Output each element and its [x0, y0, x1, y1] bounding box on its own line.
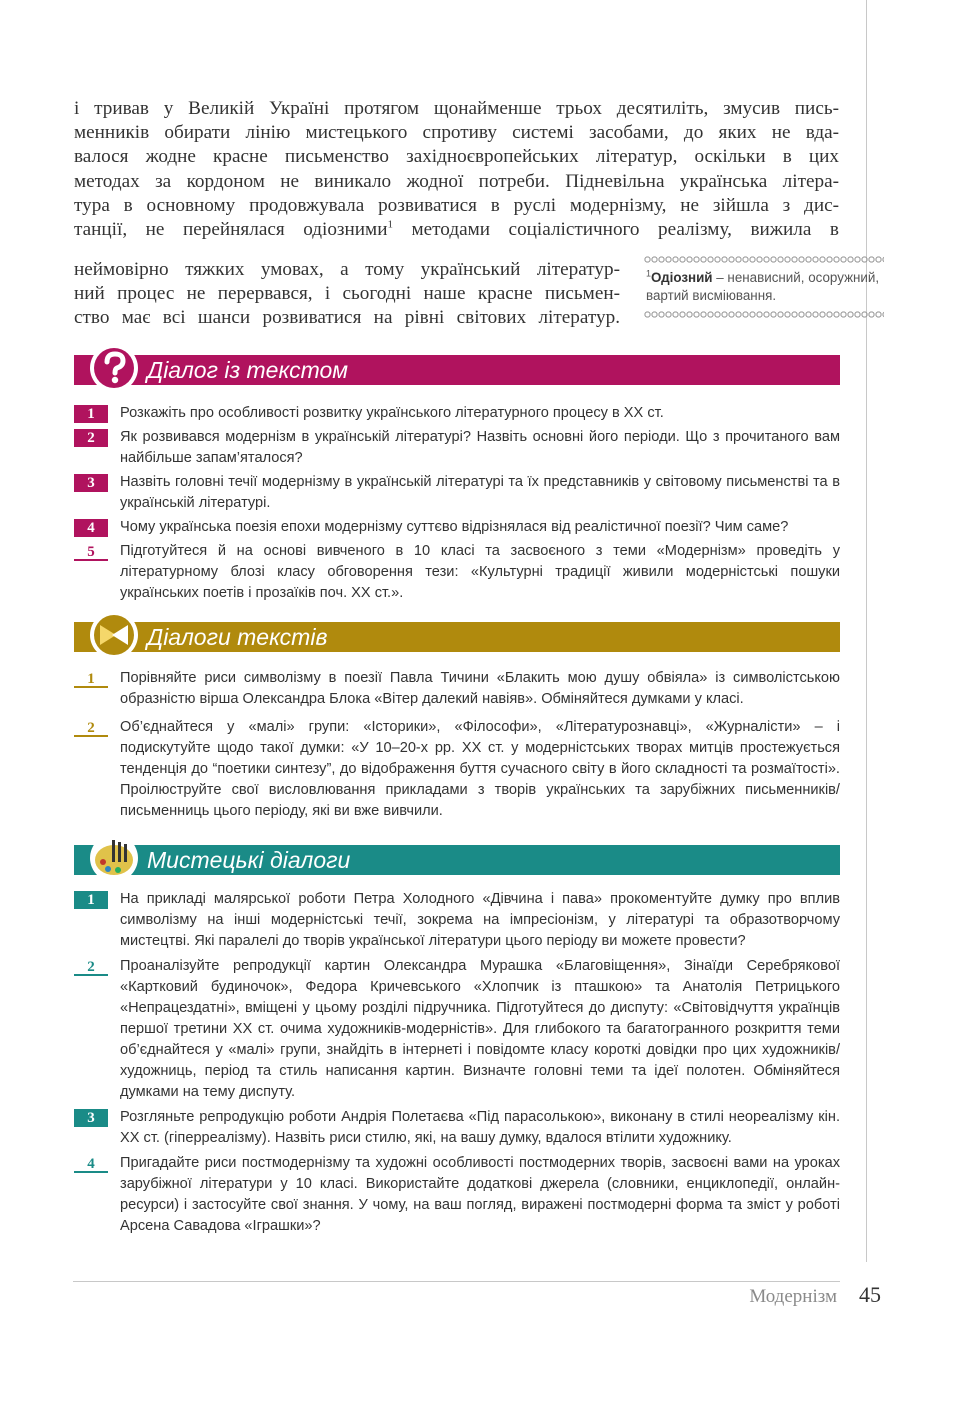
list-item [74, 541, 840, 604]
body-line: неймовірно тяжких умовах, а тому український літератур- [74, 259, 620, 280]
item-number: 3 [74, 474, 108, 492]
footnote-term: Одіозний [651, 270, 713, 285]
body-line [74, 218, 839, 242]
item-text: Чому українська поезія епохи модернізму суттєво відрізнялася від реалістичної поезії? Чим саме? [120, 519, 789, 535]
list-item [74, 427, 840, 469]
body-line: валося жодне красне письменство західноєвропейських літератур, оскільки в цих [74, 146, 839, 168]
footnote-marker[interactable]: 1 [387, 218, 393, 231]
section-title: Діалоги текстів [147, 624, 328, 650]
footnote-text [644, 263, 884, 311]
body-line: ство має всі шанси розвиватися на рівні світових літератур. [74, 307, 620, 329]
section-title: Мистецькі діалоги [147, 847, 351, 873]
footnote-border-top [644, 256, 884, 263]
list-item [74, 1153, 840, 1237]
list-item [74, 956, 840, 1103]
body-paragraph [74, 97, 839, 242]
footnote-definition: – ненависний, осоружний, вартий висміювання. [646, 270, 880, 303]
page-number: 45 [859, 1282, 881, 1307]
item-text: Об’єднайтеся у «малі» групи: «Історики», «Філософи», «Літературознавці», «Журналісти» – і подискутуйте щодо такої думки: «У 10–20-х рр. ХХ ст. у модерністських творах митців простежується тенденція до “поетики синтезу”, до відображення буття сучасного світу в його складності та розмаїтості». Проілюструйте свої висловлювання прикладами з творів українських та зарубіжних письменників/письменниць цього періоду, які ви вже вивчили. [120, 719, 840, 819]
item-number: 2 [74, 429, 108, 447]
footnote-border-bottom [644, 311, 884, 318]
body-line: методах за кордоном не виникало жодної потреби. Підневільна українська літера- [74, 170, 839, 192]
page-footer [749, 1282, 881, 1308]
section-banner [74, 355, 840, 385]
item-number: 4 [74, 519, 108, 537]
margin-rule [866, 0, 867, 1262]
item-text: Як розвивався модернізм в українській літературі? Назвіть основні його періоди. Що з прочитаного вам найбільше запам’яталося? [120, 429, 840, 466]
item-text: Розгляньте репродукцію роботи Андрія Полетаєва «Під парасолькою», виконану в стилі неореалізму кін. ХХ ст. (гіперреалізму). Назвіть риси стилю, які, на вашу думку, вдалося втілити художнику. [120, 1109, 840, 1146]
item-text: Розкажіть про особливості розвитку українського літературного процесу в ХХ ст. [120, 405, 664, 421]
item-text: На прикладі малярської роботи Петра Холодного «Дівчина і пава» прокоментуйте думку про вплив символізму на інші модерністські течії, зокрема на імпресіонізм, у літературі та образотворчому мистецтві. Які паралелі до творів української літератури цього періоду ви можете провести? [120, 891, 840, 949]
list-item [74, 403, 840, 424]
item-number: 3 [74, 1109, 108, 1127]
question-mark-icon [88, 342, 140, 394]
section-dialog-with-text [74, 355, 840, 604]
item-number: 5 [74, 543, 108, 561]
footnote-box [644, 256, 884, 318]
section-text-dialogs [74, 622, 840, 822]
footer-rule [73, 1281, 840, 1282]
section-banner [74, 845, 840, 875]
body-paragraph-narrow [74, 258, 620, 331]
item-number: 2 [74, 958, 108, 976]
item-text: Пригадайте риси постмодернізму та художні особливості постмодерних творів, засвоєні вами на уроках зарубіжної літератури у 10 класі. Використайте додаткові джерела (словники, енциклопедії, онлайн-ресурси) і застосуйте свої знання. У чому, на ваш погляд, виражені постмодерні форма та зміст у роботі Арсена Савадова «Іграшки»? [120, 1155, 840, 1234]
body-line-part: методами соціалістичного реалізму, вижила в [392, 219, 839, 241]
list-item [74, 1107, 840, 1149]
footer-section-title: Модернізм [749, 1286, 837, 1307]
item-number: 1 [74, 891, 108, 909]
body-line-part: танції, не перейнялася одіозними [74, 219, 388, 241]
list-item [74, 472, 840, 514]
body-line: ний процес не перервався, і сьогодні наше красне письмен- [74, 283, 620, 305]
body-line: менників обирати лінію мистецького спротиву системі засобами, до яких не вда- [74, 122, 839, 144]
list-item [74, 889, 840, 952]
list-item [74, 517, 840, 538]
list-item [74, 668, 840, 710]
item-number: 1 [74, 670, 108, 688]
list-item [74, 717, 840, 822]
double-arrow-icon [88, 609, 140, 661]
body-line: і тривав у Великій Україні протягом щонайменше трьох десятиліть, змусив пись- [74, 98, 839, 119]
palette-brushes-icon [88, 832, 140, 884]
footnote-number: 1 [646, 268, 652, 279]
item-number: 1 [74, 405, 108, 423]
section-banner [74, 622, 840, 652]
item-text: Підготуйтеся й на основі вивченого в 10 класі та засвоєного з теми «Модернізм» проведіть у літературному блозі класу обговорення тези: «Культурні традиції живили модерністські пошуки українських поетів і прозаїків поч. ХХ ст.». [120, 543, 840, 601]
section-art-dialogs [74, 845, 840, 1237]
item-text: Назвіть головні течії модернізму в українській літературі та їх представників у світовому письменстві та в українській літературі. [120, 474, 840, 511]
section-title: Діалог із текстом [147, 357, 349, 383]
body-line: тура в основному продовжувала розвиватися в руслі модернізму, не зійшла з дис- [74, 194, 839, 216]
item-text: Проаналізуйте репродукції картин Олександра Мурашка «Благовіщення», Зінаїди Серебрякової «Картковий будиночок», Федора Кричевського «Хлопчик із пташкою» та Анатолія Петрицького «Непрацездатні», вміщені у цьому розділі підручника. Підготуйтеся до диспуту: «Світовідчуття українців першої третини ХХ ст. очима художників-модерністів». Для глибокого та багатогранного розкриття теми об’єднайтеся у «малі» групи, знайдіть в інтернеті і повідомте класу короткі довідки про цих художників/художниць, період та стиль написання картин. Визначте головні теми та ідеї полотен. Обміняйтеся думками на тему диспуту. [120, 958, 840, 1100]
item-text: Порівняйте риси символізму в поезії Павла Тичини «Блакить мою душу обвіяла» із символістською образністю вірша Олександра Блока «Вітер далекий навіяв». Обміняйтеся думками у класі. [120, 670, 840, 707]
item-number: 2 [74, 719, 108, 737]
item-number: 4 [74, 1155, 108, 1173]
